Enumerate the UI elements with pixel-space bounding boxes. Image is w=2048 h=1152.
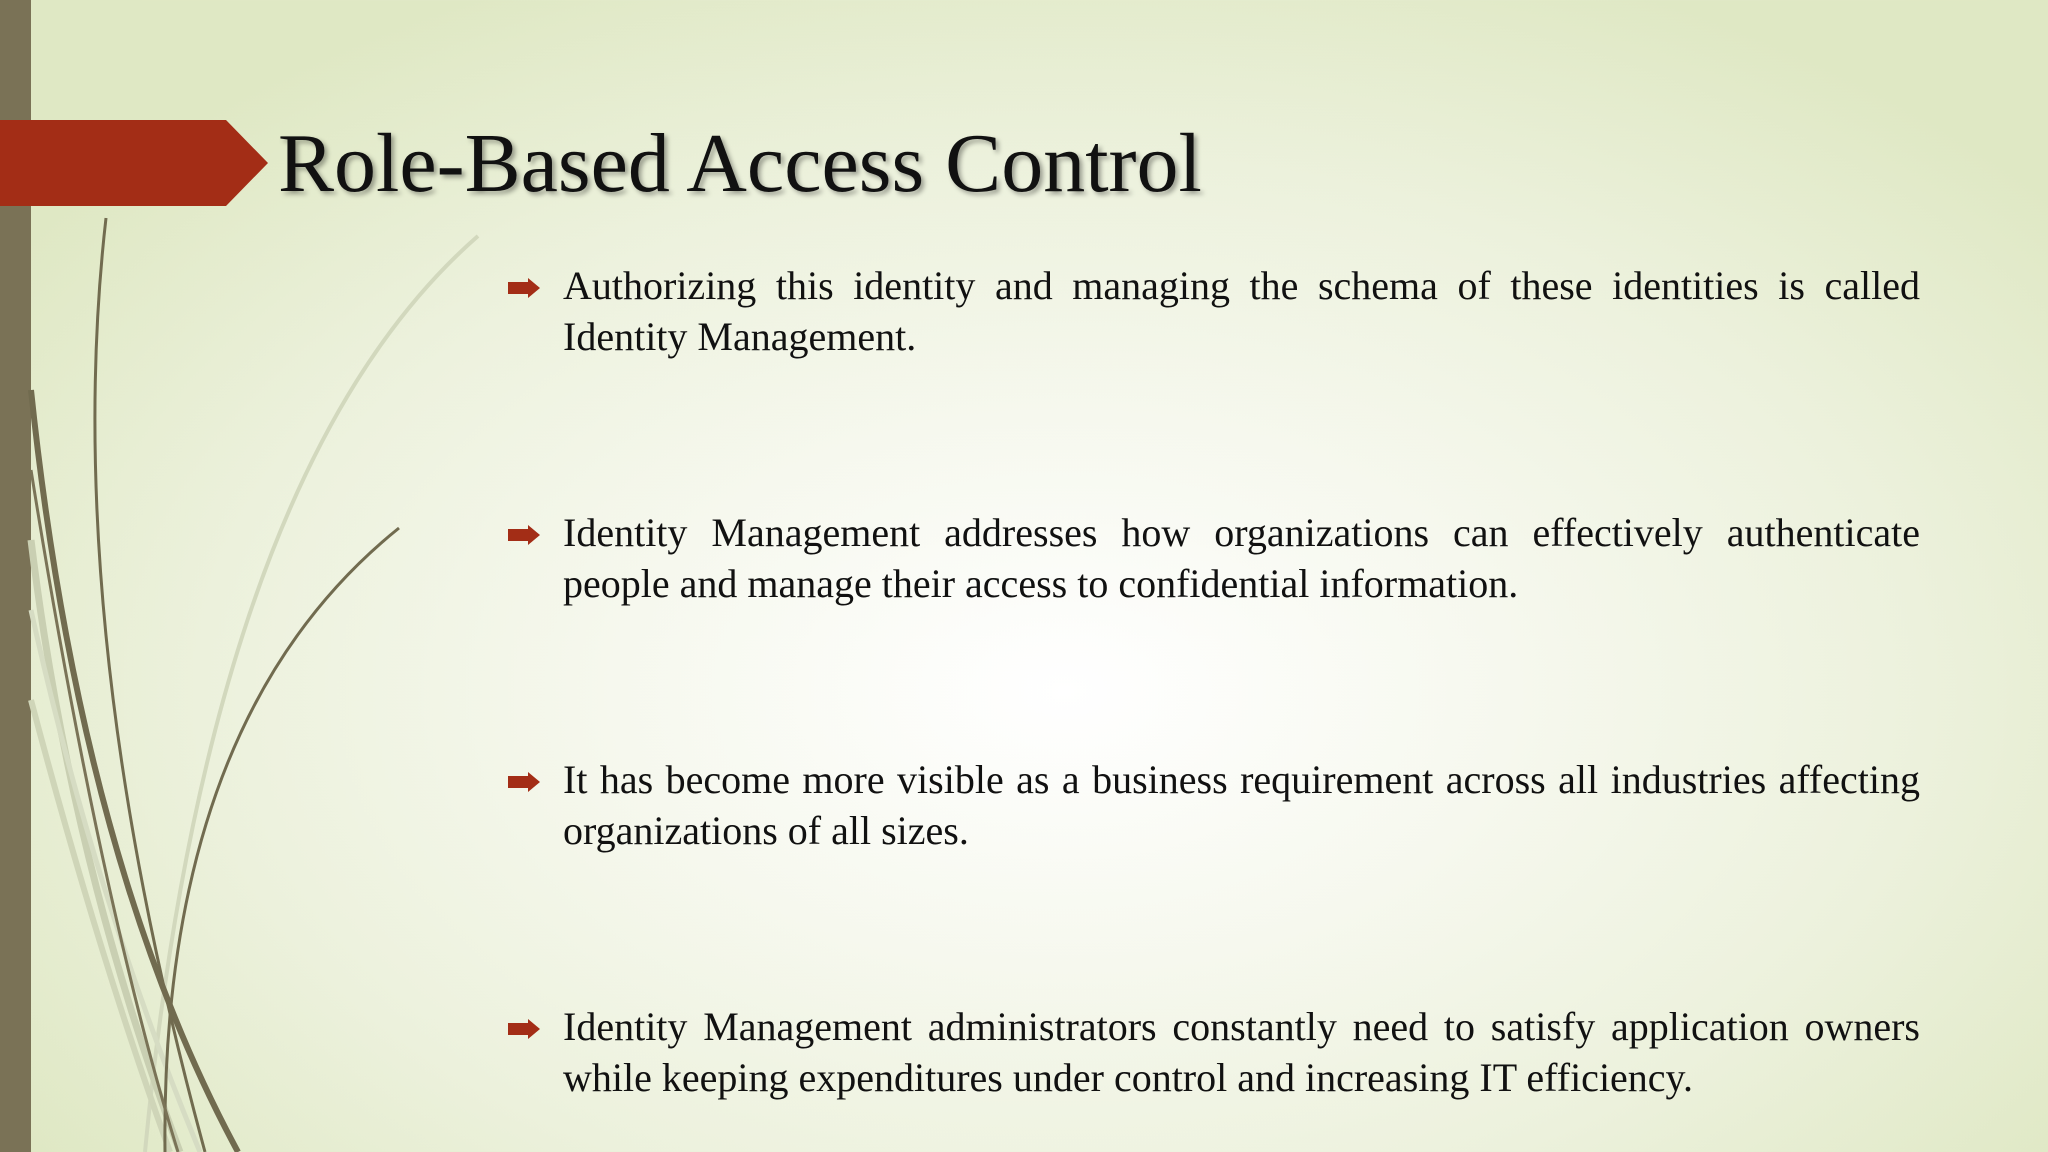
bullet-text: Authorizing this identity and managing the schema of these identities is called Identity Management. [563, 263, 1920, 359]
arrow-right-icon [508, 278, 540, 298]
light-curve [145, 236, 478, 1152]
bullet-text: Identity Management addresses how organizations can effectively authenticate people and manage their access to confidential information. [563, 510, 1920, 606]
dark-curve [165, 528, 399, 1152]
arrow-right-icon [508, 525, 540, 545]
arrow-right-icon [508, 1019, 540, 1039]
light-curve [31, 610, 200, 1152]
light-curve [31, 700, 170, 1152]
title-arrow-shape [0, 120, 268, 206]
dark-curve [31, 470, 178, 1152]
slide-title: Role-Based Access Control [278, 117, 1202, 210]
bullet-item [508, 754, 1920, 856]
bullet-list [508, 260, 1920, 1152]
bullet-text: Identity Management administrators constantly need to satisfy application owners while keeping expenditures under control and increasing IT efficiency. [563, 1004, 1920, 1100]
dark-curve [95, 218, 205, 1152]
bullet-text: It has become more visible as a business requirement across all industries affecting organizations of all sizes. [563, 757, 1920, 853]
dark-curve [31, 390, 238, 1152]
bullet-item [508, 1001, 1920, 1103]
bullet-item [508, 507, 1920, 609]
arrow-right-icon [508, 772, 540, 792]
light-curve [31, 540, 180, 1152]
bullet-item [508, 260, 1920, 362]
